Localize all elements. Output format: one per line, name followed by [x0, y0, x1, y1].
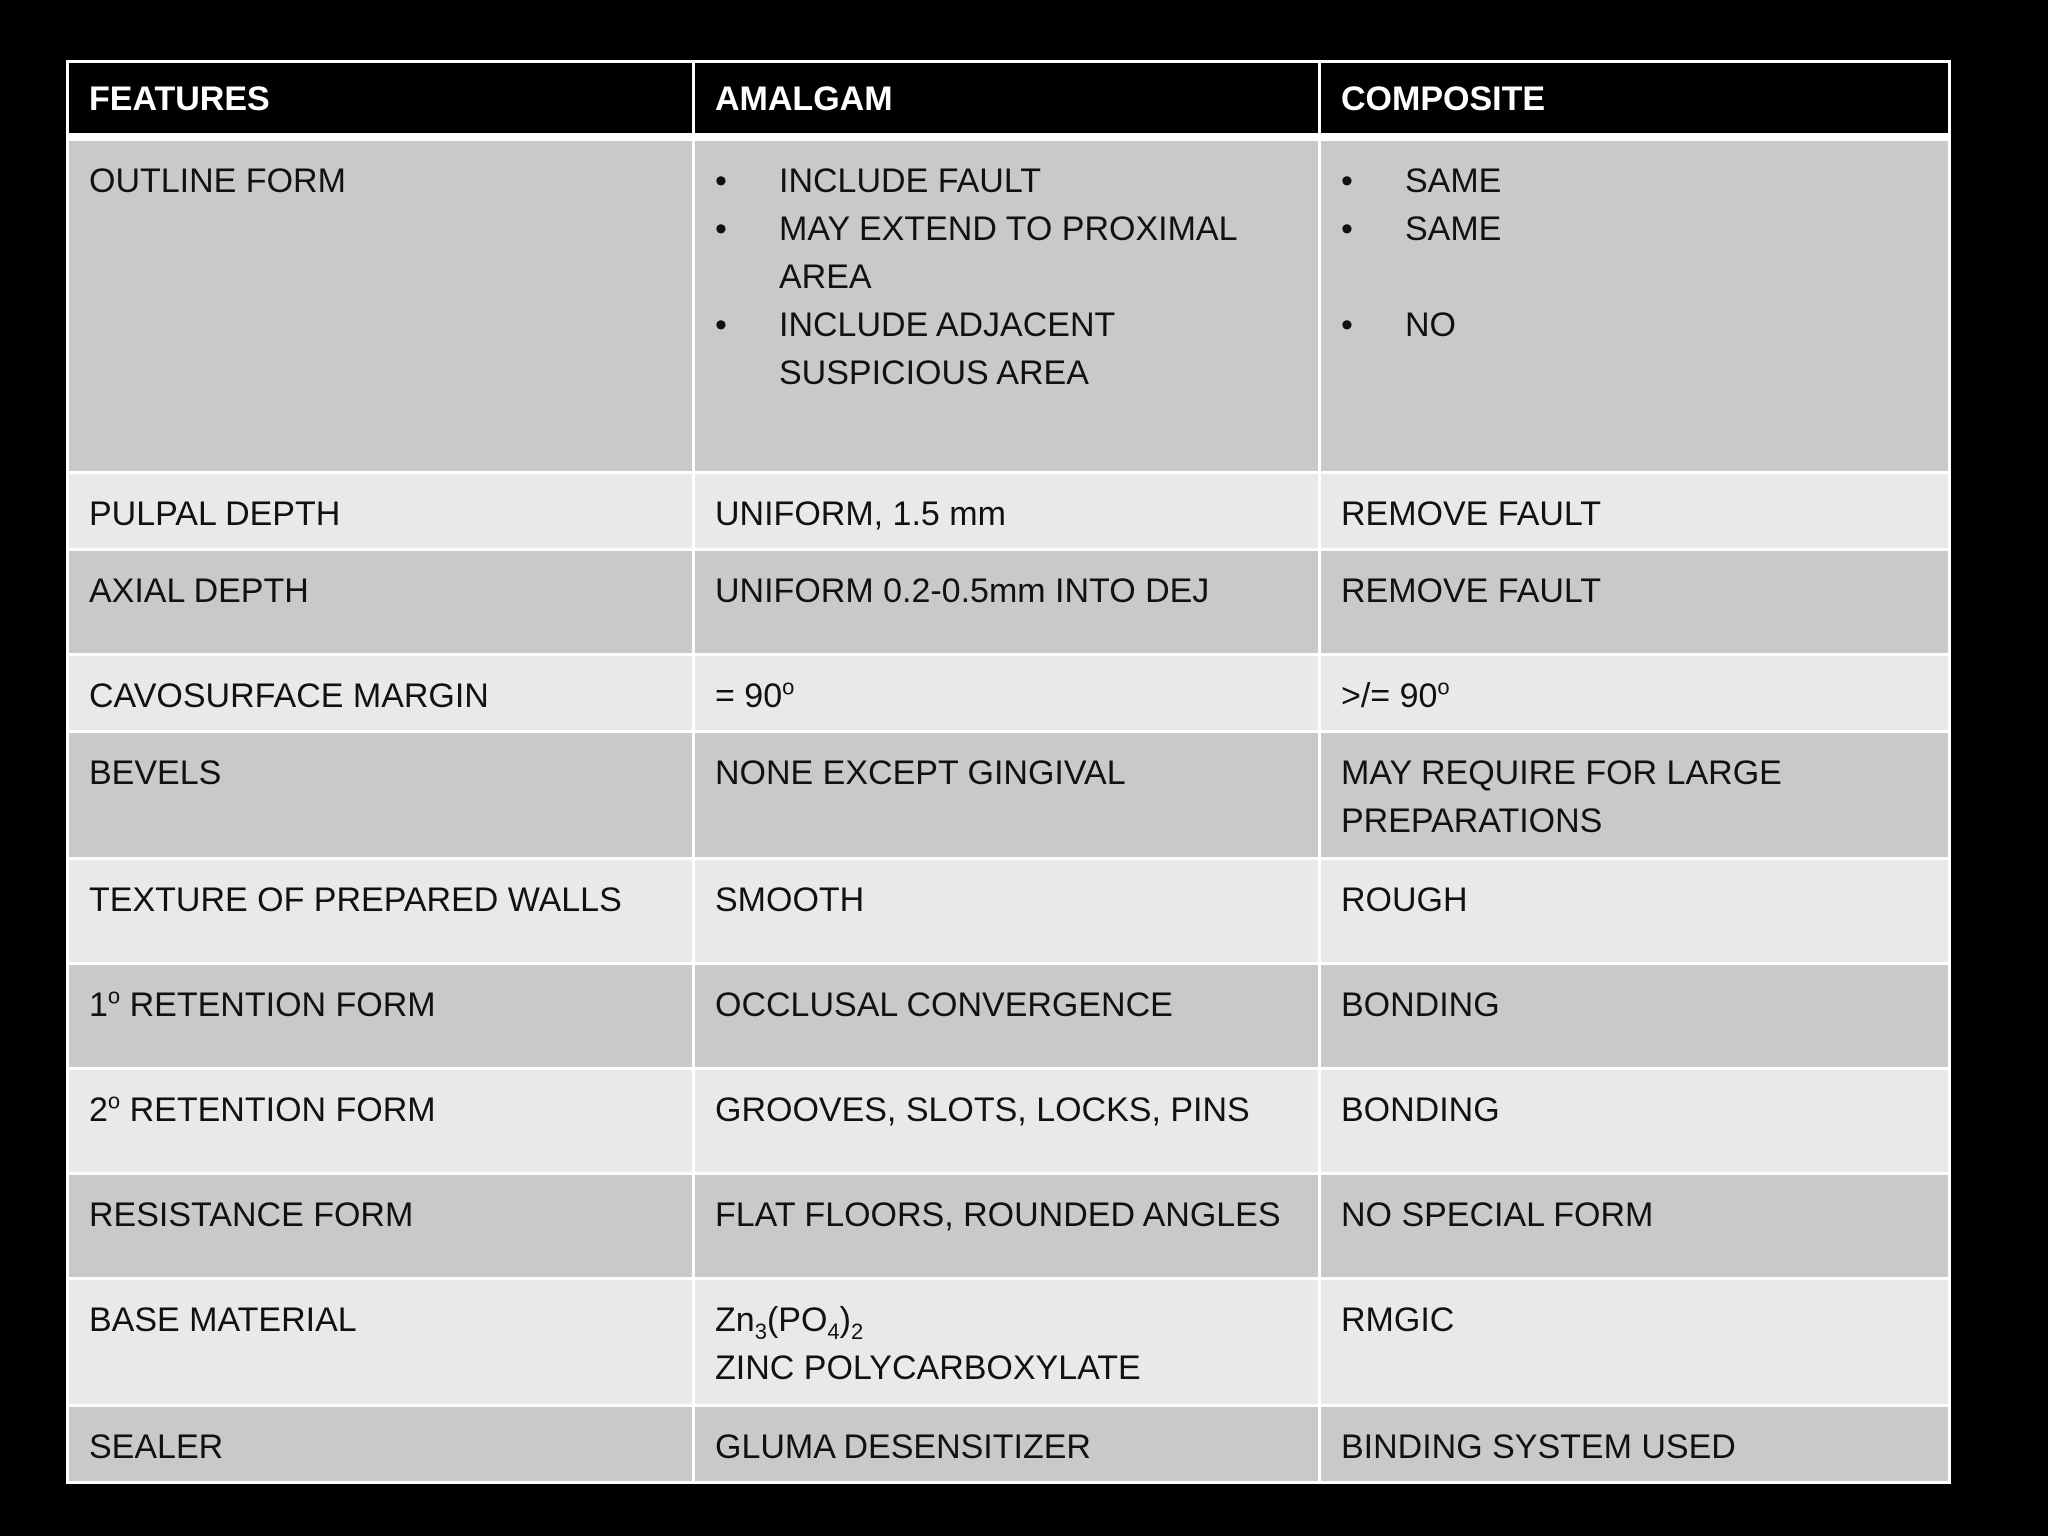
composite-cell: REMOVE FAULT [1320, 473, 1950, 550]
composite-cell: BINDING SYSTEM USED [1320, 1406, 1950, 1483]
amalgam-cell: GLUMA DESENSITIZER [694, 1406, 1320, 1483]
feature-cell [68, 964, 694, 1069]
formula-subscript: 4 [827, 1318, 840, 1344]
amalgam-cell: SMOOTH [694, 859, 1320, 964]
ordinal-mark: o [107, 983, 121, 1009]
header-composite: COMPOSITE [1320, 62, 1950, 138]
ordinal-mark: o [107, 1088, 121, 1114]
angle-value: = 90 [715, 677, 783, 715]
composite-cell: REMOVE FAULT [1320, 550, 1950, 655]
composite-cell: ROUGH [1320, 859, 1950, 964]
composite-cell: MAY REQUIRE FOR LARGE PREPARATIONS [1320, 732, 1950, 859]
formula-part: (PO [766, 1301, 828, 1339]
composite-cell: RMGIC [1320, 1279, 1950, 1406]
list-item: • INCLUDE ADJACENT SUSPICIOUS AREA [715, 301, 1298, 397]
amalgam-cell: GROOVES, SLOTS, LOCKS, PINS [694, 1069, 1320, 1174]
chemical-formula [715, 1296, 1298, 1344]
amalgam-cell: UNIFORM, 1.5 mm [694, 473, 1320, 550]
degree-mark: o [1437, 674, 1450, 700]
amalgam-cell: FLAT FLOORS, ROUNDED ANGLES [694, 1174, 1320, 1279]
comparison-table [66, 60, 1951, 1484]
list-item: • NO [1341, 301, 1928, 349]
feature-cell: RESISTANCE FORM [68, 1174, 694, 1279]
table-row [68, 473, 1950, 550]
composite-cell: BONDING [1320, 1069, 1950, 1174]
table-row [68, 732, 1950, 859]
table-row [68, 1069, 1950, 1174]
composite-cell [1320, 655, 1950, 732]
list-item: • MAY EXTEND TO PROXIMAL AREA [715, 205, 1298, 301]
feature-cell: SEALER [68, 1406, 694, 1483]
header-features: FEATURES [68, 62, 694, 138]
bullet-list [1341, 157, 1928, 349]
amalgam-cell: OCCLUSAL CONVERGENCE [694, 964, 1320, 1069]
feature-cell: OUTLINE FORM [68, 137, 694, 473]
feature-cell: BEVELS [68, 732, 694, 859]
amalgam-cell: UNIFORM 0.2-0.5mm INTO DEJ [694, 550, 1320, 655]
composite-cell: NO SPECIAL FORM [1320, 1174, 1950, 1279]
amalgam-cell [694, 655, 1320, 732]
formula-part: Zn [715, 1301, 755, 1339]
feature-cell: BASE MATERIAL [68, 1279, 694, 1406]
formula-subscript: 2 [850, 1318, 864, 1344]
feature-cell: CAVOSURFACE MARGIN [68, 655, 694, 732]
feature-cell [68, 1069, 694, 1174]
table-row [68, 1406, 1950, 1483]
table-row [68, 137, 1950, 473]
feature-cell: PULPAL DEPTH [68, 473, 694, 550]
header-amalgam: AMALGAM [694, 62, 1320, 138]
list-item: • SAME [1341, 205, 1928, 253]
formula-part: ) [839, 1301, 851, 1339]
table-row [68, 550, 1950, 655]
feature-cell: AXIAL DEPTH [68, 550, 694, 655]
list-spacer [1341, 253, 1928, 301]
feature-label: RETENTION FORM [120, 986, 436, 1024]
amalgam-cell: NONE EXCEPT GINGIVAL [694, 732, 1320, 859]
formula-subscript: 3 [754, 1318, 767, 1344]
list-item: • INCLUDE FAULT [715, 157, 1298, 205]
table-row [68, 964, 1950, 1069]
table-row [68, 1279, 1950, 1406]
header-row [68, 62, 1950, 138]
feature-cell: TEXTURE OF PREPARED WALLS [68, 859, 694, 964]
ordinal-number: 1 [89, 986, 108, 1024]
list-item: • SAME [1341, 157, 1928, 205]
material-name: ZINC POLYCARBOXYLATE [715, 1349, 1141, 1387]
degree-mark: o [782, 674, 795, 700]
angle-value: >/= 90 [1341, 677, 1438, 715]
composite-cell: BONDING [1320, 964, 1950, 1069]
table-row [68, 655, 1950, 732]
composite-cell [1320, 137, 1950, 473]
table-row [68, 1174, 1950, 1279]
amalgam-cell [694, 137, 1320, 473]
amalgam-cell [694, 1279, 1320, 1406]
feature-label: RETENTION FORM [120, 1091, 436, 1129]
ordinal-number: 2 [89, 1091, 108, 1129]
bullet-list [715, 157, 1298, 397]
table-row [68, 859, 1950, 964]
